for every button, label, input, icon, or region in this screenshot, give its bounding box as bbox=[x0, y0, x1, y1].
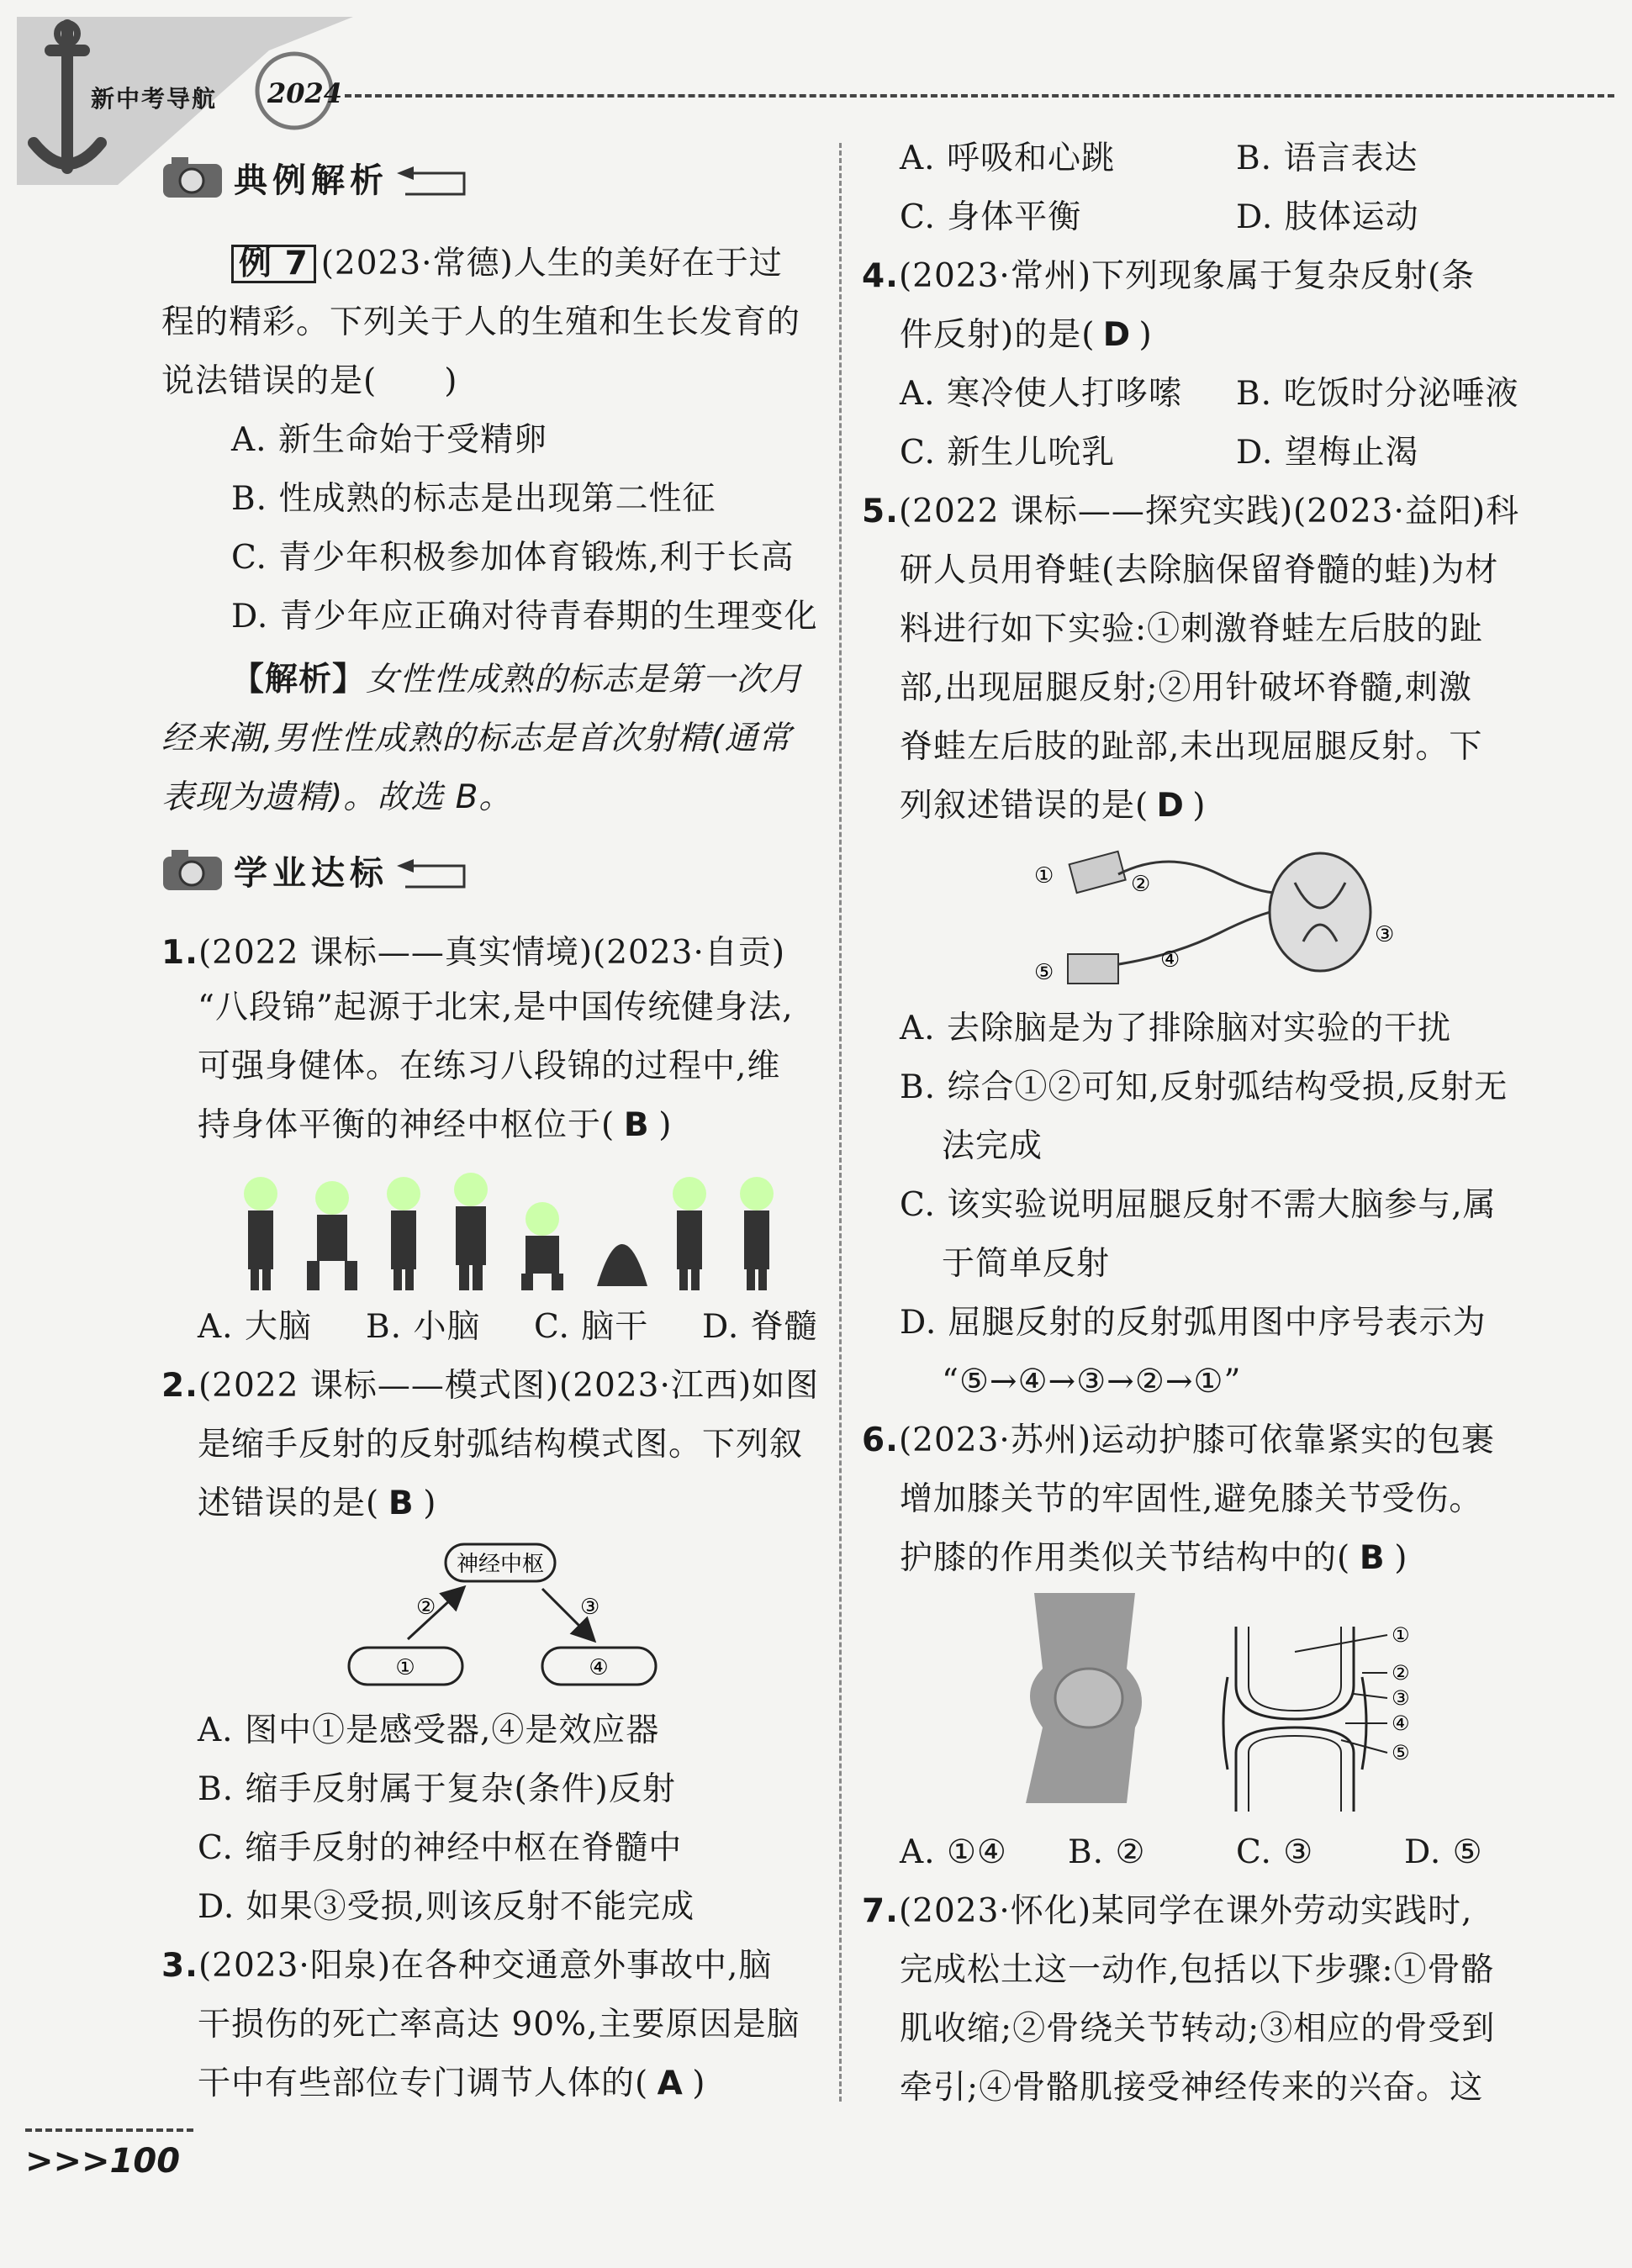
spinal-label-1: ① bbox=[1034, 863, 1054, 889]
q1-option-c: C. 脑干 bbox=[534, 1308, 649, 1346]
section-header-practice bbox=[160, 841, 473, 899]
example-option-a: A. 新生命始于受精卵 bbox=[231, 421, 547, 459]
example-stem-line-3: 说法错误的是( ) bbox=[161, 362, 458, 400]
reflex-arc-diagram bbox=[336, 1534, 673, 1694]
q7-stem-line-1: 7.(2023·怀化)某同学在课外劳动实践时, bbox=[862, 1892, 1473, 1930]
q5-stem-line-5: 脊蛙左后肢的趾部,未出现屈腿反射。下 bbox=[900, 728, 1483, 766]
q1-stem-line-1: 1.(2022 课标——真实情境)(2023·自贡) bbox=[161, 934, 786, 972]
header-year: 2024 bbox=[267, 77, 343, 109]
q4-option-a: A. 寒冷使人打哆嗦 bbox=[900, 375, 1182, 413]
baduanjin-figures-illustration bbox=[227, 1168, 799, 1295]
arrow-bracket-icon bbox=[388, 156, 473, 198]
example-stem-line-2: 程的精彩。下列关于人的生殖和生长发育的 bbox=[161, 303, 801, 341]
q1-stem-line-2: “八段锦”起源于北宋,是中国传统健身法, bbox=[198, 989, 794, 1026]
q5-option-b-cont: 法完成 bbox=[942, 1127, 1043, 1165]
q7-stem-line-4: 牵引;④骨骼肌接受神经传来的兴奋。这 bbox=[900, 2069, 1484, 2107]
q7-stem-line-3: 肌收缩;②骨绕关节转动;③相应的骨受到 bbox=[900, 2010, 1496, 2048]
example-option-d: D. 青少年应正确对待青春期的生理变化 bbox=[231, 598, 818, 636]
q4-stem-line-2: 件反射)的是( D ) bbox=[900, 316, 1153, 354]
q3-option-c: C. 身体平衡 bbox=[900, 198, 1082, 236]
camera-icon bbox=[160, 845, 227, 895]
q6-answer: B bbox=[1359, 1539, 1386, 1577]
q3-option-a: A. 呼吸和心跳 bbox=[900, 140, 1115, 177]
q1-option-b: B. 小脑 bbox=[366, 1308, 481, 1346]
q1-stem-line-3: 可强身健体。在练习八段锦的过程中,维 bbox=[198, 1047, 781, 1085]
spinal-label-2: ② bbox=[1131, 872, 1151, 897]
spinal-reflex-diagram bbox=[1034, 841, 1404, 992]
q2-stem-line-1: 2.(2022 课标——模式图)(2023·江西)如图 bbox=[161, 1367, 820, 1405]
section-title: 学业达标 bbox=[234, 853, 388, 893]
example-analysis-line-3: 表现为遗精)。故选 B。 bbox=[161, 778, 513, 816]
knee-label-4: ④ bbox=[1392, 1712, 1410, 1735]
q3-stem-line-2: 干损伤的死亡率高达 90%,主要原因是脑 bbox=[198, 2006, 800, 2044]
knee-label-3: ③ bbox=[1392, 1686, 1410, 1710]
q5-stem-line-2: 研人员用脊蛙(去除脑保留脊髓的蛙)为材 bbox=[900, 551, 1499, 589]
footer-divider bbox=[25, 2128, 193, 2132]
q1-stem-line-4: 持身体平衡的神经中枢位于( B ) bbox=[198, 1106, 673, 1144]
q6-stem-line-2: 增加膝关节的牢固性,避免膝关节受伤。 bbox=[900, 1480, 1483, 1518]
spinal-label-5: ⑤ bbox=[1034, 960, 1054, 985]
example-analysis-line-1: 【解析】女性性成熟的标志是第一次月 bbox=[231, 661, 804, 699]
q1-option-d: D. 脊髓 bbox=[702, 1308, 818, 1346]
q5-option-a: A. 去除脑是为了排除脑对实验的干扰 bbox=[900, 1010, 1451, 1047]
knee-label-1: ① bbox=[1392, 1627, 1410, 1647]
page-number: >>>100 bbox=[25, 2142, 181, 2181]
knee-label-2: ② bbox=[1392, 1661, 1410, 1685]
q5-stem-line-1: 5.(2022 课标——探究实践)(2023·益阳)科 bbox=[862, 493, 1520, 530]
knee-joint-diagram bbox=[1219, 1627, 1438, 1820]
column-divider bbox=[839, 143, 842, 2102]
q3-answer: A bbox=[657, 2065, 684, 2102]
q4-stem-line-1: 4.(2023·常州)下列现象属于复杂反射(条 bbox=[862, 257, 1476, 295]
q4-option-b: B. 吃饭时分泌唾液 bbox=[1236, 375, 1519, 413]
q4-answer: D bbox=[1102, 316, 1132, 354]
q6-stem-line-3: 护膝的作用类似关节结构中的( B ) bbox=[900, 1539, 1408, 1577]
section-header-examples bbox=[160, 148, 473, 207]
section-title: 典例解析 bbox=[234, 161, 388, 200]
knee-label-5: ⑤ bbox=[1392, 1741, 1410, 1764]
q6-option-c: C. ③ bbox=[1236, 1833, 1314, 1871]
q2-answer: B bbox=[388, 1485, 415, 1522]
q5-option-c: C. 该实验说明屈腿反射不需大脑参与,属 bbox=[900, 1186, 1497, 1224]
q4-option-d: D. 望梅止渴 bbox=[1236, 434, 1419, 472]
q2-option-c: C. 缩手反射的神经中枢在脊髓中 bbox=[198, 1829, 683, 1867]
q5-option-b: B. 综合①②可知,反射弧结构受损,反射无 bbox=[900, 1068, 1508, 1106]
q2-stem-line-2: 是缩手反射的反射弧结构模式图。下列叙 bbox=[198, 1426, 804, 1464]
q5-answer: D bbox=[1156, 787, 1185, 825]
q5-option-c-cont: 于简单反射 bbox=[942, 1245, 1111, 1283]
diagram-label-2: ② bbox=[416, 1595, 436, 1620]
q5-option-d-cont: “⑤→④→③→②→①” bbox=[942, 1363, 1242, 1400]
q3-stem-line-3: 干中有些部位专门调节人体的( A ) bbox=[198, 2065, 706, 2102]
q3-stem-line-1: 3.(2023·阳泉)在各种交通意外事故中,脑 bbox=[161, 1947, 773, 1985]
q7-stem-line-2: 完成松土这一动作,包括以下步骤:①骨骼 bbox=[900, 1951, 1495, 1989]
arrow-bracket-icon bbox=[388, 849, 473, 891]
q4-option-c: C. 新生儿吮乳 bbox=[900, 434, 1116, 472]
q3-option-b: B. 语言表达 bbox=[1236, 140, 1418, 177]
q6-option-a: A. ①④ bbox=[900, 1833, 1007, 1871]
q6-option-d: D. ⑤ bbox=[1404, 1833, 1483, 1871]
q2-option-d: D. 如果③受损,则该反射不能完成 bbox=[198, 1888, 695, 1926]
q5-option-d: D. 屈腿反射的反射弧用图中序号表示为 bbox=[900, 1304, 1487, 1342]
q5-stem-line-6: 列叙述错误的是( D ) bbox=[900, 787, 1207, 825]
q3-option-d: D. 肢体运动 bbox=[1236, 198, 1419, 236]
diagram-node-4: ④ bbox=[589, 1655, 609, 1680]
example-option-c: C. 青少年积极参加体育锻炼,利于长高 bbox=[231, 539, 795, 577]
diagram-center-label: 神经中枢 bbox=[456, 1552, 545, 1577]
spinal-label-4: ④ bbox=[1160, 947, 1180, 973]
camera-icon bbox=[160, 152, 227, 203]
q5-stem-line-4: 部,出现屈腿反射;②用针破坏脊髓,刺激 bbox=[900, 669, 1472, 707]
q6-option-b: B. ② bbox=[1068, 1833, 1146, 1871]
q1-answer: B bbox=[623, 1106, 650, 1144]
q2-option-b: B. 缩手反射属于复杂(条件)反射 bbox=[198, 1770, 676, 1808]
example-tag: 例 7 bbox=[231, 245, 316, 283]
example-stem-line-1: 例 7 (2023·常德)人生的美好在于过 bbox=[231, 244, 783, 284]
example-analysis-line-2: 经来潮,男性性成熟的标志是首次射精(通常 bbox=[161, 720, 792, 757]
diagram-node-1: ① bbox=[395, 1655, 415, 1680]
q5-stem-line-3: 料进行如下实验:①刺激脊蛙左后肢的趾 bbox=[900, 610, 1484, 648]
example-option-b: B. 性成熟的标志是出现第二性征 bbox=[231, 480, 716, 518]
q2-stem-line-3: 述错误的是( B ) bbox=[198, 1485, 437, 1522]
q2-option-a: A. 图中①是感受器,④是效应器 bbox=[198, 1712, 660, 1749]
diagram-label-3: ③ bbox=[580, 1595, 600, 1620]
header-divider bbox=[345, 94, 1614, 98]
q6-stem-line-1: 6.(2023·苏州)运动护膝可依靠紧实的包裹 bbox=[862, 1421, 1496, 1459]
spinal-label-3: ③ bbox=[1375, 922, 1395, 947]
header-brand: 新中考导航 bbox=[91, 85, 218, 113]
knee-brace-photo bbox=[1009, 1593, 1177, 1803]
q1-option-a: A. 大脑 bbox=[198, 1308, 312, 1346]
